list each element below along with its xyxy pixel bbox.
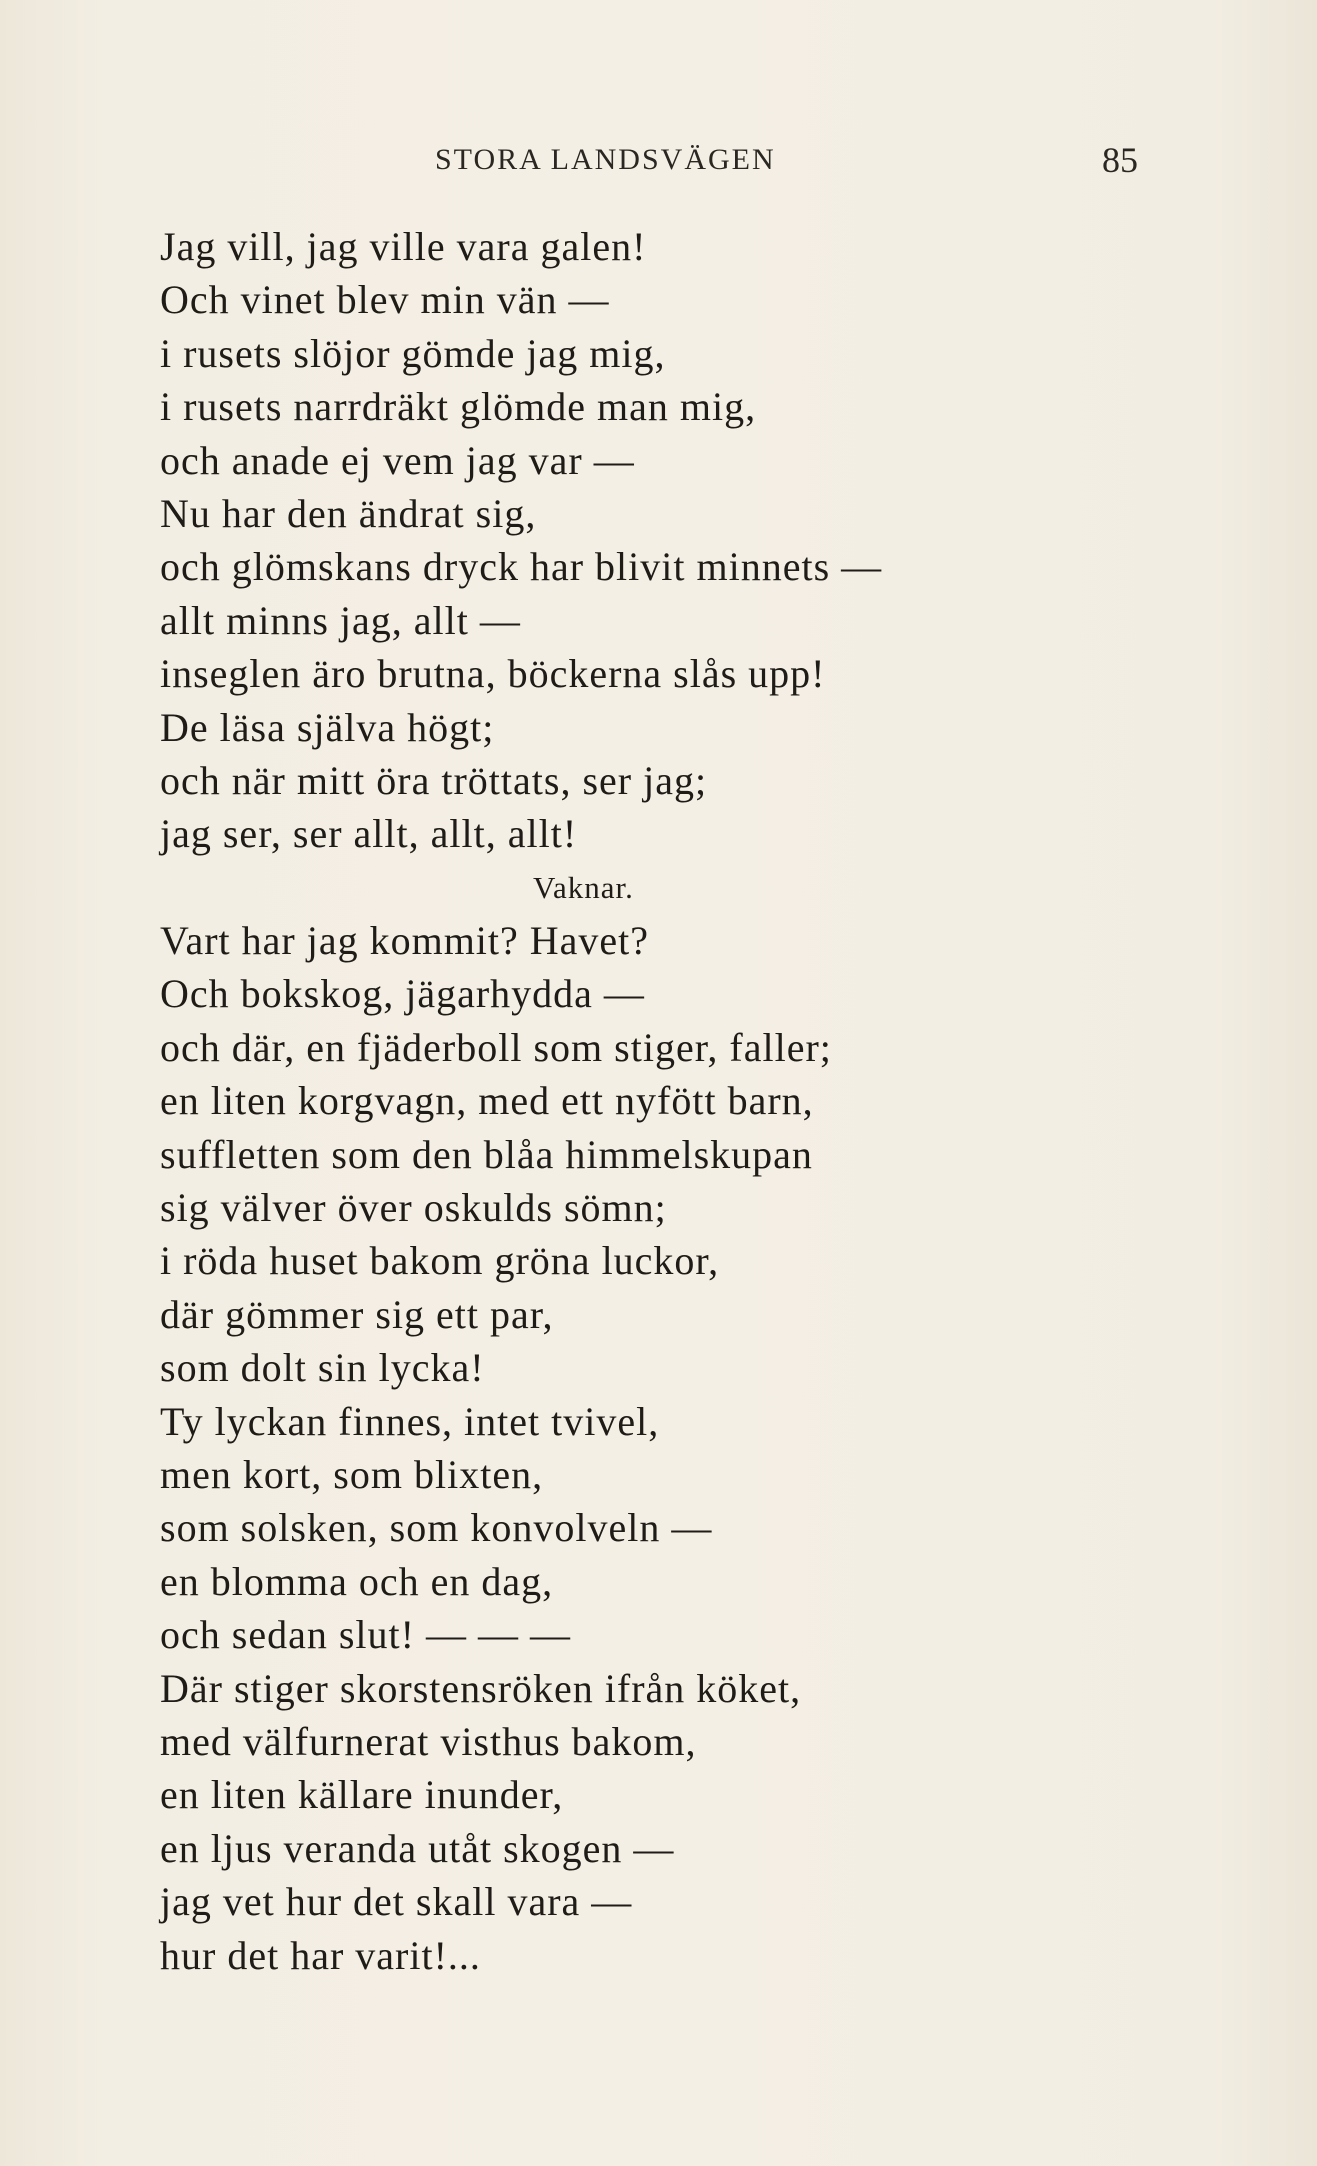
poem-line: Vart har jag kommit? Havet? bbox=[160, 918, 650, 964]
poem-line: som dolt sin lycka! bbox=[160, 1345, 485, 1391]
page-number: 85 bbox=[1102, 140, 1138, 180]
poem-line: och anade ej vem jag var — bbox=[160, 437, 635, 483]
poem-line: i röda huset bakom gröna luckor, bbox=[160, 1238, 720, 1284]
poem-line: en liten källare inunder, bbox=[160, 1772, 564, 1818]
poem-line: som solsken, som konvolveln — bbox=[160, 1505, 713, 1551]
poem-line: och sedan slut! — — — bbox=[160, 1612, 571, 1658]
stage-direction: Vaknar. bbox=[533, 869, 634, 905]
poem-line: Jag vill, jag ville vara galen! bbox=[160, 224, 647, 269]
poem-line: inseglen äro brutna, böckerna slås upp! bbox=[160, 651, 826, 697]
poem-line: i rusets narrdräkt glömde man mig, bbox=[160, 384, 757, 430]
poem-line: jag ser, ser allt, allt, allt! bbox=[160, 811, 578, 857]
page-header bbox=[0, 140, 1317, 193]
poem-line: en blomma och en dag, bbox=[160, 1558, 554, 1604]
poem-line: sig välver över oskulds sömn; bbox=[160, 1185, 667, 1231]
poem-line: en ljus veranda utåt skogen — bbox=[160, 1825, 675, 1871]
poem-line: och där, en fjäderboll som stiger, faller; bbox=[160, 1024, 832, 1070]
poem-line: suffletten som den blåa himmelskupan bbox=[160, 1131, 813, 1177]
poem-line: en liten korgvagn, med ett nyfött barn, bbox=[160, 1078, 814, 1124]
poem-line: men kort, som blixten, bbox=[160, 1451, 544, 1497]
poem-line: i rusets slöjor gömde jag mig, bbox=[160, 330, 666, 376]
poem-line: och när mitt öra tröttats, ser jag; bbox=[160, 757, 708, 803]
poem-line: allt minns jag, allt — bbox=[160, 597, 521, 643]
poem-line: och glömskans dryck har blivit minnets — bbox=[160, 544, 883, 590]
poem-line: Ty lyckan finnes, intet tvivel, bbox=[160, 1398, 660, 1444]
poem-line: jag vet hur det skall vara — bbox=[160, 1879, 633, 1925]
poem-line: De läsa själva högt; bbox=[160, 704, 495, 750]
running-head: STORA LANDSVÄGEN bbox=[435, 143, 776, 176]
poem-line: Nu har den ändrat sig, bbox=[160, 490, 537, 536]
poem-line: med välfurnerat visthus bakom, bbox=[160, 1718, 697, 1764]
poem-line: Och vinet blev min vän — bbox=[160, 277, 610, 323]
poem-line: där gömmer sig ett par, bbox=[160, 1291, 554, 1337]
poem-line: hur det har varit!... bbox=[160, 1932, 481, 1978]
poem-line: Och bokskog, jägarhydda — bbox=[160, 971, 645, 1017]
poem-text bbox=[160, 220, 1160, 1982]
poem-line: Där stiger skorstensröken ifrån köket, bbox=[160, 1665, 802, 1711]
